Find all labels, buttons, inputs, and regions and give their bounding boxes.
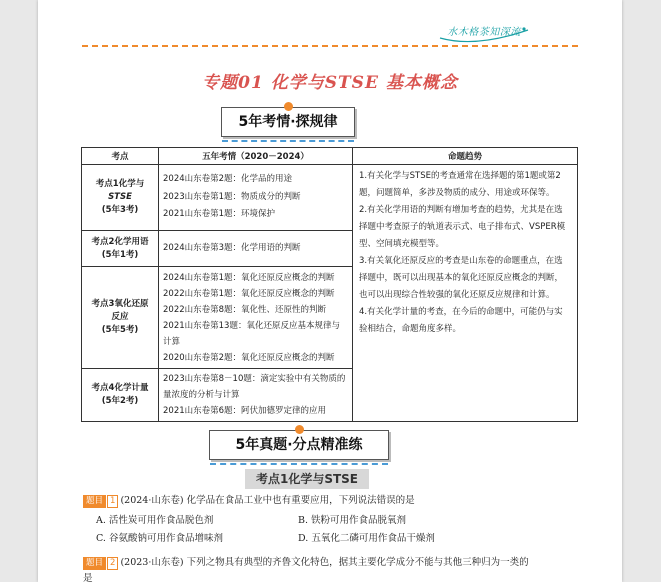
exam-point-cell	[82, 267, 159, 369]
option-b[interactable]: B. 铁粉可用作食品脱氧剂	[298, 515, 407, 526]
brand-text: 水木格茶知深流	[447, 27, 521, 38]
exam-list-cell	[159, 231, 353, 267]
point-line: 考点1化学与	[95, 179, 145, 189]
section-banner-trends	[221, 107, 355, 137]
trend-item: 2.有关化学用语的判断有增加考查的趋势，尤其是在选择题中考查原子的轨道表示式、电子排布式、VSPER模型、空间填充模型等。	[359, 205, 566, 249]
point-line: (5年5考)	[101, 325, 139, 335]
option-d[interactable]: D. 五氧化二磷可用作食品干燥剂	[298, 533, 435, 544]
point-line: STSE	[108, 192, 132, 202]
table-header: 命题趋势	[353, 148, 578, 165]
exam-item: 2024山东卷第3题：化学用语的判断	[163, 242, 301, 253]
exam-item: 2023山东卷第8－10题：滴定实验中有关物质的量浓度的分析与计算	[163, 374, 346, 400]
table-row	[82, 165, 578, 231]
option-c[interactable]: C. 谷氨酸钠可用作食品增味剂	[96, 533, 223, 544]
exam-item: 2022山东卷第1题：氧化还原反应概念的判断	[163, 288, 335, 299]
header-divider	[82, 45, 578, 47]
option-a[interactable]: A. 活性炭可用作食品脱色剂	[96, 515, 214, 526]
point-line: 考点4化学计量	[91, 383, 149, 393]
brand-logo	[436, 24, 532, 42]
banner-label: 5年考情·探规律	[238, 114, 338, 130]
banner-label: 5年真题·分点精准练	[235, 437, 363, 453]
question-1	[83, 493, 583, 509]
exam-point-cell	[82, 369, 159, 422]
point-line: (5年1考)	[101, 249, 139, 260]
table-header: 考点	[82, 148, 159, 165]
exam-item: 2021山东卷第6题：阿伏加德罗定律的应用	[163, 406, 327, 416]
exam-item: 2021山东卷第1题：环境保护	[163, 209, 276, 220]
exam-point-cell	[82, 165, 159, 231]
subsection-heading: 考点1化学与STSE	[245, 469, 369, 489]
exam-item: 2024山东卷第2题：化学品的用途	[163, 174, 293, 185]
question-stem-tail: 是	[83, 573, 93, 582]
exam-list-cell	[159, 165, 353, 231]
section-banner-practice	[209, 430, 389, 460]
question-stem: (2024·山东卷) 化学品在食品工业中也有重要应用，下列说法错误的是	[120, 495, 415, 506]
exam-item: 2023山东卷第1题：物质成分的判断	[163, 191, 301, 202]
page-title: 专题01 化学与STSE 基本概念	[202, 73, 458, 93]
exam-list-cell	[159, 369, 353, 422]
question-tag: 题目	[83, 557, 106, 570]
question-stem: (2023·山东卷) 下列之物具有典型的齐鲁文化特色，据其主要化学成分不能与其他三种归为一类的	[120, 557, 529, 568]
trend-item: 3.有关氧化还原反应的考查是山东卷的命题重点，在选择题中，既可以出现基本的氧化还原反应概念的判断，也可以出现综合性较强的氧化还原反应规律和计算。	[359, 256, 564, 300]
question-number: 2	[107, 557, 118, 570]
exam-point-cell	[82, 231, 159, 267]
question-number: 1	[107, 495, 118, 508]
table-header-row	[82, 148, 578, 165]
point-line: (5年3考)	[101, 205, 139, 215]
exam-item: 2020山东卷第2题：氧化还原反应概念的判断	[163, 352, 335, 363]
banner-dot-icon	[295, 425, 304, 434]
table-header: 五年考情（2020－2024）	[159, 148, 353, 165]
exam-item: 2024山东卷第1题：氧化还原反应概念的判断	[163, 272, 335, 283]
document-page	[38, 0, 622, 582]
question-tag: 题目	[83, 495, 106, 508]
exam-item: 2021山东卷第13题：氧化还原反应基本规律与计算	[163, 320, 340, 347]
exam-analysis-table	[81, 147, 578, 422]
trend-cell	[353, 165, 578, 422]
point-line: 考点3氧化还原	[91, 299, 149, 309]
point-line: 考点2化学用语	[91, 236, 149, 247]
exam-item: 2022山东卷第8题：氧化性、还原性的判断	[163, 304, 327, 315]
question-2	[83, 555, 583, 582]
trend-item: 1.有关化学与STSE的考查通常在选择题的第1题或第2题，问题简单，多涉及物质的成分、用途或环保等。	[359, 171, 561, 198]
point-line: (5年2考)	[101, 396, 139, 406]
trend-item: 4.有关化学计量的考查，在今后的命题中，可能仍与实验相结合，命题角度多样。	[359, 307, 563, 334]
exam-list-cell	[159, 267, 353, 369]
banner-dot-icon	[284, 102, 293, 111]
point-line: 反应	[111, 312, 129, 322]
